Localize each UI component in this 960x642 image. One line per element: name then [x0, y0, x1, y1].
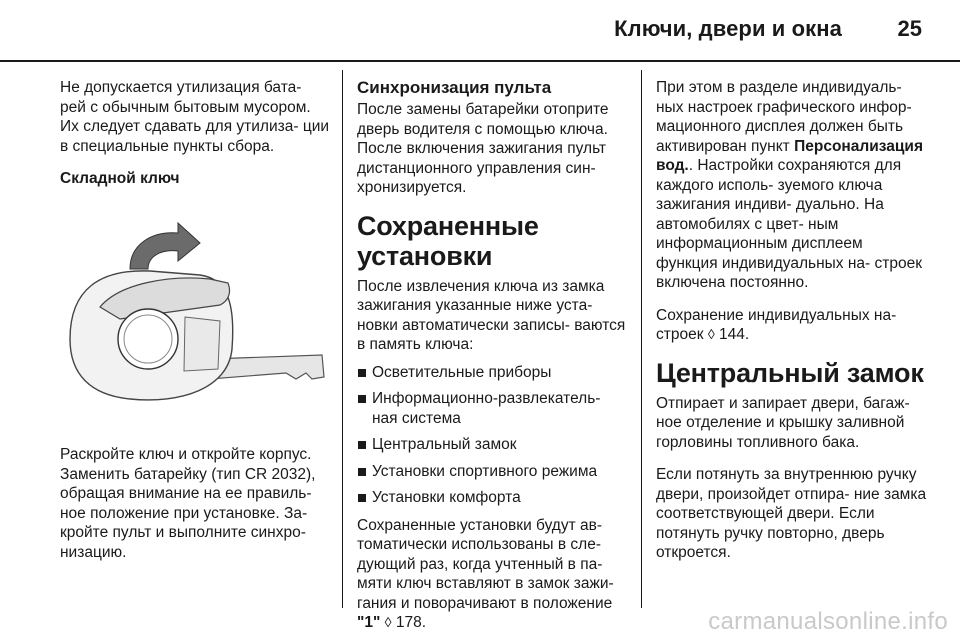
list-item: Осветительные приборы [357, 363, 629, 383]
column-left [60, 78, 330, 575]
chapter-title: Ключи, двери и окна [614, 16, 842, 41]
page-ref-icon: ◊ [707, 326, 715, 342]
page-number: 25 [897, 16, 922, 41]
column-divider [342, 70, 343, 608]
page-ref-icon: ◊ [384, 614, 392, 630]
saved-settings-list [357, 363, 629, 508]
saved-settings-heading: Сохраненные установки [357, 210, 539, 271]
list-item: Центральный замок [357, 435, 629, 455]
central-lock-heading: Центральный замок [656, 357, 924, 388]
door-handle-text: Если потянуть за внутреннюю ручку двери, произойдет отпира- ние замка соответствующей двери. Если потянуть ручку повторно, дверь откроется. [656, 466, 927, 561]
personalization-text: При этом в разделе индивидуаль- ных настроек графического инфор- мационного дисплея должен быть активирован пункт Персонализация вод.. Настройки сохраняются для каждого исполь- зуемого ключа зажигания индиви- дуально. На автомобилях с цвет- ным информационным дисплеем функция индивидуальных на- строек включена постоянно. [656, 79, 923, 291]
list-item: Установки спортивного режима [357, 462, 629, 482]
saved-settings-intro: После извлечения ключа из замка зажигания указанные ниже уста- новки автоматически записы- ваются в память ключа: [357, 277, 626, 353]
page-ref[interactable]: 144. [719, 326, 750, 343]
central-lock-text: Отпирает и запирает двери, багаж- ное отделение и крышку заливной горловины топливного бака. [656, 394, 910, 451]
column-divider [641, 70, 642, 608]
folding-key-illustration [60, 209, 330, 424]
saved-settings-usage: Сохраненные установки будут ав- томатически использованы в сле- дующий раз, когда учтенный в па- мяти ключ вставляют в замок зажи- гания и поворачивают в положение "1" ◊ 178. [357, 516, 614, 631]
page-ref[interactable]: 178. [395, 614, 427, 631]
folding-key-heading: Складной ключ [60, 170, 180, 187]
list-item: Установки комфорта [357, 488, 629, 508]
page-header [0, 0, 960, 62]
column-middle [357, 78, 629, 642]
battery-replace-text: Раскройте ключ и откройте корпус. Заменить батарейку (тип CR 2032), обращая внимание на ее правиль- ное положение при установке. За- кройте пульт и выполните синхро- низацию. [60, 446, 316, 561]
column-right [656, 78, 928, 576]
remote-sync-heading: Синхронизация пульта [357, 78, 552, 97]
ignition-position: "1" [357, 614, 381, 631]
watermark: carmanualsonline.info [708, 608, 948, 635]
battery-disposal-text: Не допускается утилизация бата- рей с обычным бытовым мусором. Их следует сдавать для утилиза- ции в специальные пункты сбора. [60, 79, 330, 155]
remote-sync-text: После замены батарейки отоприте дверь водителя с помощью ключа. После включения зажигания пульт дистанционного управления син- хронизируется. [357, 101, 609, 196]
personalization-menu-item: Персонализация вод. [656, 137, 923, 174]
list-item: Информационно-развлекатель- ная система [357, 389, 629, 428]
individual-settings-text: Сохранение индивидуальных на- строек ◊ 144. [656, 306, 897, 343]
